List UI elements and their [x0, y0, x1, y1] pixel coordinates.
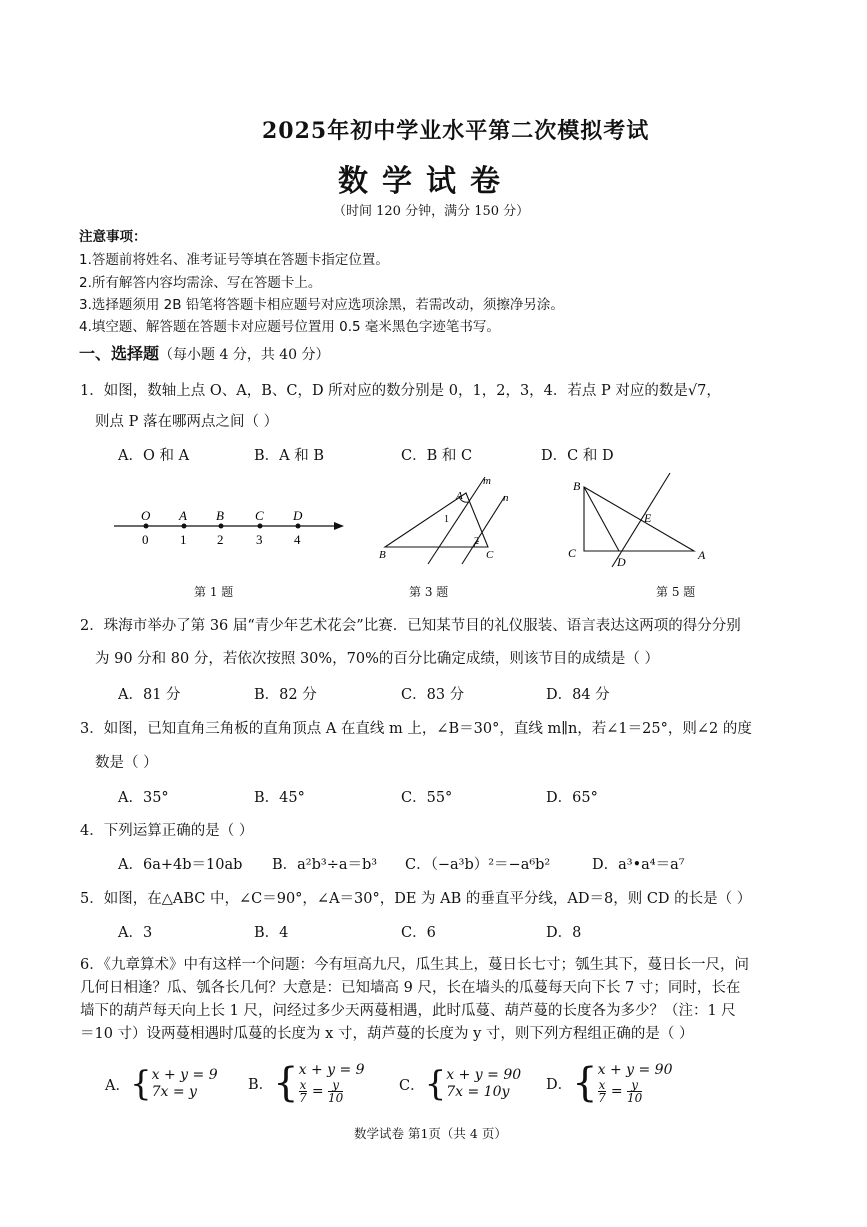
- number-line-arrow: [334, 522, 344, 530]
- brace-symbol: {: [273, 1060, 299, 1106]
- point-d-label: D: [293, 508, 303, 523]
- q6-option-d-label: D．: [546, 1076, 573, 1093]
- line-m-label: m: [483, 475, 491, 487]
- vertex-c-label: C: [568, 546, 577, 560]
- q1-option-b: B．A 和 B: [254, 448, 325, 464]
- page-footer: 数学试卷 第1页（共 4 页）: [354, 1126, 507, 1141]
- q6-d-eq1: x + y = 90: [597, 1062, 673, 1078]
- brace-symbol: {: [129, 1064, 152, 1104]
- q6-option-a-label: A．: [105, 1077, 130, 1094]
- q5-option-c: C．6: [401, 925, 436, 941]
- point-d-dot: [296, 524, 301, 529]
- figure-number-line: [108, 500, 353, 550]
- tick-4-label: 4: [294, 532, 301, 547]
- point-d-label: D: [617, 555, 626, 569]
- q2-option-d: D．84 分: [546, 687, 610, 703]
- section-note: （每小题 4 分，共 40 分）: [159, 347, 330, 363]
- q1-stem-line1: 1．如图，数轴上点 O、A，B、C，D 所对应的数分别是 0，1，2，3，4．若点 P 对应的数是√7，: [80, 383, 721, 399]
- figure1-caption: 第 1 题: [194, 585, 234, 599]
- q3-stem-line1: 3．如图，已知直角三角板的直角顶点 A 在直线 m 上，∠B＝30°，直线 m∥n，若∠1＝25°，则∠2 的度: [80, 721, 752, 737]
- section-title: 一、选择题: [79, 344, 160, 363]
- q4-option-a: A．6a+4b＝10ab: [118, 857, 243, 873]
- tick-2-label: 2: [217, 532, 224, 547]
- point-b-label: B: [216, 508, 224, 523]
- q3-option-a: A．35°: [118, 790, 169, 806]
- point-c-dot: [258, 524, 263, 529]
- q6-d-frac1: $\frac{x}{7}$: [598, 1078, 606, 1105]
- q1-stem-line2: 则点 P 落在哪两点之间（ ）: [95, 414, 279, 430]
- tick-1-label: 1: [180, 532, 187, 547]
- q6-d-frac2: $\frac{y}{10}$: [627, 1078, 643, 1105]
- q5-stem: 5．如图，在△ABC 中，∠C＝90°，∠A＝30°，DE 为 AB 的垂直平分线，AD＝8，则 CD 的长是（ ）: [80, 891, 752, 907]
- angle-1-label: 1: [444, 514, 449, 525]
- q5-option-a: A．3: [118, 925, 153, 941]
- q6-b-frac2: $\frac{y}{10}$: [328, 1078, 344, 1105]
- q3-option-c: C．55°: [401, 790, 453, 806]
- q6-b-eq1: x + y = 9: [298, 1062, 365, 1078]
- brace-symbol: {: [572, 1060, 598, 1106]
- q4-option-c: C．（−a³b）²＝−a⁶b²: [405, 857, 551, 873]
- q4-stem: 4．下列运算正确的是（ ）: [80, 823, 254, 839]
- q6-option-d: [546, 1062, 672, 1104]
- q2-stem-line2: 为 90 分和 80 分，若依次按照 30%，70%的百分比确定成绩，则该节目的成绩是（ ）: [95, 651, 660, 667]
- q6-stem-line1: 6．《九章算术》中有这样一个问题：今有垣高九尺，瓜生其上，蔓日长七寸；瓠生其下，蔓日长一尺，问: [80, 957, 749, 973]
- q3-option-d: D．65°: [546, 790, 598, 806]
- q3-stem-line2: 数是（ ）: [95, 755, 158, 771]
- q6-option-a: [105, 1064, 218, 1104]
- q6-option-b-label: B．: [248, 1076, 274, 1093]
- note-item: 4.填空题、解答题在答题卡对应题号位置用 0.5 毫米黑色字迹笔书写。: [79, 319, 500, 335]
- point-o-label: O: [141, 508, 151, 523]
- point-c-label: C: [255, 508, 264, 523]
- figure-right-triangle: [560, 467, 720, 572]
- q6-option-c-label: C．: [399, 1077, 425, 1094]
- q2-stem-line1: 2．珠海市举办了第 36 届“青少年艺术花会”比赛．已知某节目的礼仪服装、语言表达这两项的得分分别: [80, 618, 741, 634]
- q5-option-b: B．4: [254, 925, 289, 941]
- q6-stem-line2: 几何日相逢？瓜、瓠各长几何？大意是：已知墙高 9 尺，长在墙头的瓜蔓每天向下长 7 寸；同时，长在: [80, 980, 741, 996]
- note-item: 1.答题前将姓名、准考证号等填在答题卡指定位置。: [79, 252, 389, 268]
- q2-option-a: A．81 分: [118, 687, 181, 703]
- subject-title: 数学试卷: [338, 164, 514, 199]
- tick-3-label: 3: [256, 532, 263, 547]
- vertex-a-label: A: [456, 490, 463, 502]
- note-item: 3.选择题须用 2B 铅笔将答题卡相应题号对应选项涂黑，若需改动，须擦净另涂。: [79, 297, 564, 313]
- q6-stem-line4: ＝10 寸）设两蔓相遇时瓜蔓的长度为 x 寸，葫芦蔓的长度为 y 寸，则下列方程组正确的是（ ）: [80, 1026, 694, 1042]
- figure-triangle-parallel: [370, 472, 530, 567]
- vertex-b-label: B: [573, 479, 581, 493]
- figure5-caption: 第 5 题: [656, 585, 696, 599]
- q6-b-frac1: $\frac{x}{7}$: [299, 1078, 307, 1105]
- point-o-dot: [144, 524, 149, 529]
- brace-symbol: {: [424, 1064, 447, 1104]
- q4-option-b: B．a²b³÷a＝b³: [272, 857, 378, 873]
- q2-option-c: C．83 分: [401, 687, 465, 703]
- angle-2-label: 2: [474, 536, 479, 547]
- point-e-label: E: [644, 511, 652, 525]
- q1-option-a: A．O 和 A: [118, 448, 190, 464]
- triangle-abc-right: [584, 487, 694, 551]
- q6-b-eq-sign: =: [311, 1083, 324, 1100]
- vertex-a-label: A: [698, 548, 706, 562]
- line-n-label: n: [503, 492, 509, 504]
- q4-option-d: D．a³•a⁴＝a⁷: [592, 857, 685, 873]
- line-n: [462, 496, 505, 564]
- q5-option-d: D．8: [546, 925, 582, 941]
- q6-c-eq2: 7x = 10y: [446, 1084, 510, 1100]
- point-a-label: A: [179, 508, 187, 523]
- q6-option-b: [248, 1062, 365, 1104]
- vertex-c-label: C: [486, 549, 494, 561]
- q1-option-d: D．C 和 D: [541, 448, 614, 464]
- triangle-abc: [385, 493, 488, 547]
- q2-option-b: B．82 分: [254, 687, 317, 703]
- notes-heading: 注意事项：: [79, 229, 147, 245]
- q6-a-eq2: 7x = y: [151, 1084, 197, 1100]
- point-b-dot: [219, 524, 224, 529]
- q1-option-c: C．B 和 C: [401, 448, 473, 464]
- q3-option-b: B．45°: [254, 790, 305, 806]
- tick-0-label: 0: [142, 532, 149, 547]
- note-item: 2.所有解答内容均需涂、写在答题卡上。: [79, 275, 322, 291]
- q6-stem-line3: 墙下的葫芦每天向上长 1 尺，问经过多少天两蔓相遇，此时瓜蔓、葫芦蔓的长度各为多少？（注：1 尺: [80, 1003, 736, 1019]
- q6-c-eq1: x + y = 90: [446, 1067, 522, 1083]
- bisector-line-de: [612, 473, 670, 567]
- q6-d-eq-sign: =: [610, 1083, 623, 1100]
- q6-a-eq1: x + y = 9: [151, 1067, 218, 1083]
- vertex-b-label: B: [379, 549, 386, 561]
- exam-title: 2025年初中学业水平第二次模拟考试: [262, 118, 650, 144]
- time-note: （时间 120 分钟，满分 150 分）: [333, 204, 530, 219]
- section-heading: [79, 341, 330, 364]
- figure3-caption: 第 3 题: [409, 585, 449, 599]
- point-a-dot: [182, 524, 187, 529]
- q6-option-c: [399, 1064, 522, 1104]
